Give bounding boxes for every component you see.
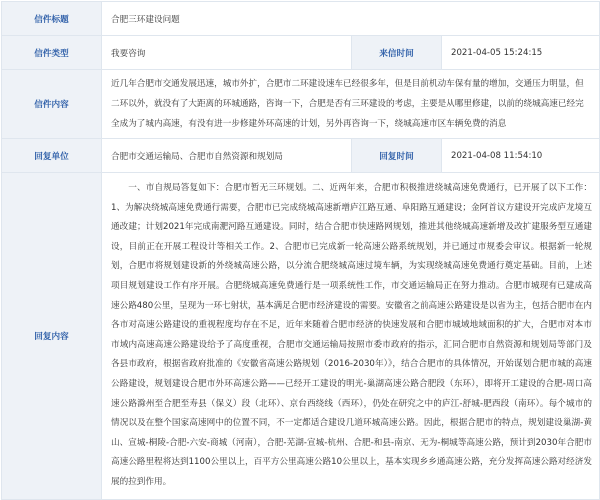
reply-unit-row [2,139,600,173]
letter-detail-table [1,1,600,500]
content-label: 信件内容 [2,70,102,139]
letter-title: 合肥三环建设问题 [102,2,600,36]
reply-time: 2021-04-08 11:54:10 [442,139,600,173]
type-row [2,36,600,70]
received-time: 2021-04-05 15:24:15 [442,36,600,70]
letter-type: 我要咨询 [102,36,352,70]
letter-content: 近几年合肥市交通发展迅速，城市外扩，合肥市二环建设速车已经很多年，但是目前机动车保有量的增加，交通压力明显，但二环以外，就没有了大距离的环城通路，咨询一下，合肥是否有三环建设的考虑，主要是从哪里修建，以前的绕城高速已经完全成为了城内高速，有没有进一步修建外环高速的计划，另外再咨询一下，绕城高速市区车辆免费的消息 [102,70,600,139]
reply-unit-label: 回复单位 [2,139,102,173]
type-label: 信件类型 [2,36,102,70]
reply-content: 一、市自规局答复如下：合肥市暂无三环规划。二、近两年来，合肥市积极推进绕城高速免费通行，已开展了以下工作：1、为解决绕城高速免费通行需要，合肥市已完成绕城高速新增庐江路互通、阜阳路互通建设；金阿首议方建设开完成庐龙境互通改建；计划2021年完成南淝河路互通建设。同时，结合合肥市快速路网规划，推进其他绕城高速新增及改扩建服务型互通建设，目前正在开展工程设计等相关工作。2、合肥市已完成新一轮高速公路系统规划，并已通过市规委会审议。根据新一轮规划，合肥市将规划建设新的外绕城高速公路，以分流合肥绕城高速过境车辆，为实现绕城高速免费通行奠定基础。目前，上述项目规划建设工作有序开展。合肥绕城高速免费通行是一项系统性工作，市交通运输局正在努力推动。合肥市城现有已建成高速公路480公里，呈现为一环七射状，基本满足合肥市经济建设的需要。安徽省之前高速公路建设是以省为主，包括合肥市在内各市对高速公路建设的重视程度均存在不足，近年来随着合肥市经济的快速发展和合肥市城域地域面积的扩大，合肥市对本市市域内高速高速公路建设给予了高度重视，合肥市交通运输局按照市委市政府的指示，汇同合肥市自然资源和规划局等部门及各县市政府，根据省政府批准的《安徽省高速公路规划（2016-2030年）》，结合合肥市的具体情况，开始谋划合肥市城的高速公路建设，规划建设合肥市外环高速公路——已经开工建设的明光-巢湖高速公路合肥段（东环），即将开工建设的合肥-周口高速公路滁州至合肥至寿县（保义）段（北环）、京台西绕线（西环），仍处在研究之中的庐江-舒城-肥西段（南环）。每个城市的情况以及在整个国家高速网中的位置不同，不一定都适合建设几道环城高速公路。因此，根据合肥市的特点，规划建设巢湖-黄山、宣城-桐陵-合肥-六安-商城（河南），合肥-芜湖-宣城-杭州、合肥-和县-南京、无为-桐城等高速公路，预计到2030年合肥市高速公路里程将达到1100公里以上，百平方公里高速公路10公里以上，基本实现乡乡通高速公路，充分发挥高速公路对经济发展的拉到作用。 [102,173,600,500]
reply-content-label: 回复内容 [2,173,102,500]
received-time-label: 来信时间 [352,36,442,70]
reply-time-label: 回复时间 [352,139,442,173]
reply-unit: 合肥市交通运输局、合肥市自然资源和规划局 [102,139,352,173]
content-row [2,70,600,139]
title-row [2,2,600,36]
reply-content-row [2,173,600,500]
title-label: 信件标题 [2,2,102,36]
